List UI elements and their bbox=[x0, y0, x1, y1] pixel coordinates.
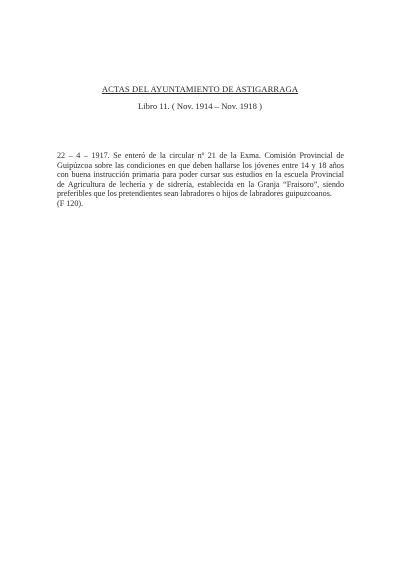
document-subtitle: Libro 11. ( Nov. 1914 – Nov. 1918 ) bbox=[138, 101, 262, 111]
entry-line: con buena instrucción primaria para poder cursar sus estudios en la escuela Provincial bbox=[57, 170, 344, 180]
document-title-text: ACTAS DEL AYUNTAMIENTO DE ASTIGARRAGA bbox=[101, 84, 299, 94]
document-title bbox=[0, 84, 400, 94]
entry-line: de Agricultura de lechería y de sidrería, establecida en la Granja “Fraisoro”, siendo bbox=[57, 179, 344, 189]
entry-line: preferibles que los pretendientes sean labradores o hijos de labradores guipuzcoanos. bbox=[57, 189, 332, 199]
entry-line: 22 – 4 – 1917. Se enteró de la circular nº 21 de la Exma. Comisión Provincial de bbox=[57, 151, 344, 160]
entry-paragraph bbox=[57, 151, 344, 209]
entry-line: Guipúzcoa sobre las condiciones en que deben hallarse los jóvenes entre 14 y 18 años bbox=[57, 160, 344, 170]
entry-reference: (F 120). bbox=[57, 198, 84, 208]
